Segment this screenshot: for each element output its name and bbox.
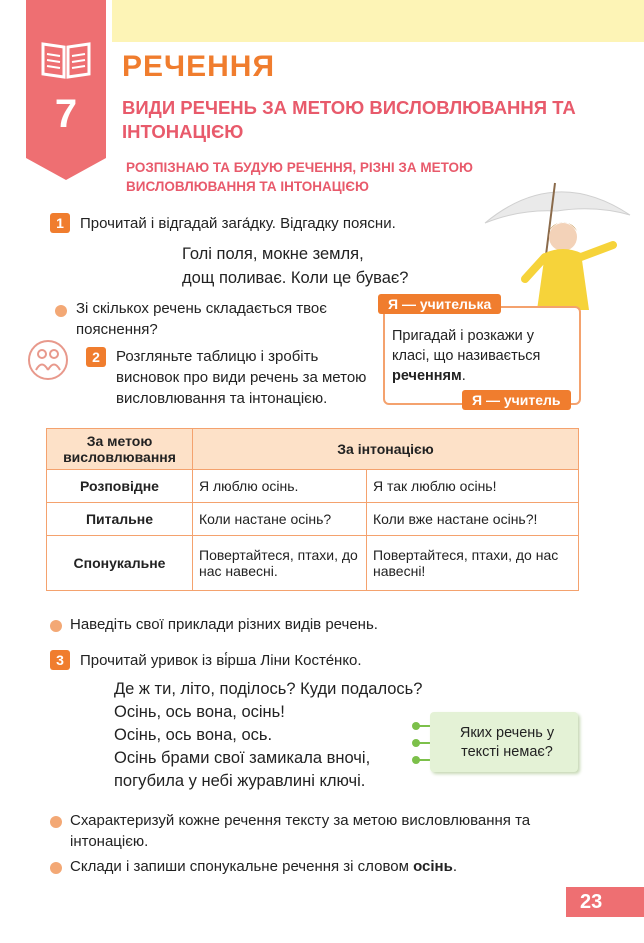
table-cell: Повертайтеся, птахи, до нас навесні.	[193, 536, 367, 591]
table-cell: Я так люблю осінь!	[367, 470, 579, 503]
riddle-line: Голі поля, мокне земля,	[182, 245, 364, 263]
top-band	[112, 0, 644, 42]
table-cell: Коли настане осінь?	[193, 503, 367, 536]
riddle-line: дощ поливає. Коли це буває?	[182, 269, 409, 287]
note-text-bold: реченням	[392, 368, 462, 384]
table-cell: Повертайтеся, птахи, до нас навесні!	[367, 536, 579, 591]
task-3-number: 3	[50, 650, 70, 670]
girl-with-umbrella-illustration	[475, 175, 635, 310]
final-task-b-end: .	[452, 858, 458, 875]
table-header-intonation: За інтонацією	[193, 429, 579, 470]
teacher-tag-male: Я — учитель	[462, 390, 571, 410]
page-title: РЕЧЕННЯ	[122, 50, 276, 83]
final-task-b-start: Склади і запиши спонукальне речення зі словом	[70, 858, 414, 875]
table-row	[47, 503, 579, 536]
final-task-b	[70, 856, 580, 877]
side-question-text: Яких речень у тексті немає?	[459, 725, 555, 760]
table-cell: Я люблю осінь.	[193, 470, 367, 503]
sentence-types-table	[46, 428, 579, 591]
table-header-purpose: За метою висловлювання	[47, 429, 193, 470]
poem-line: Де ж ти, літо, поділось? Куди подалось?	[114, 680, 423, 698]
table-row-type: Розповідне	[47, 470, 193, 503]
lesson-goal: РОЗПІЗНАЮ ТА БУДУЮ РЕЧЕННЯ, РІЗНІ ЗА МЕТОЮ ВИСЛОВЛЮВАННЯ ТА ІНТОНАЦІЄЮ	[126, 160, 473, 194]
table-row	[47, 470, 579, 503]
poem	[114, 678, 422, 793]
final-task-a: Схарактеризуй кожне речення тексту за метою висловлювання та інтонацією.	[70, 812, 531, 850]
bullet-dot	[55, 305, 67, 317]
teacher-note-text	[392, 326, 574, 386]
task-1-question: Зі скількох речень складається твоє пояснення?	[76, 300, 327, 338]
task-3-text: Прочитай уривок із ві́рша Ліни Косте́нко.	[80, 652, 362, 669]
pair-work-icon	[28, 340, 68, 380]
lesson-number: 7	[54, 92, 78, 136]
poem-line: Осінь, ось вона, осінь!	[114, 703, 285, 721]
final-task-b-bold: осінь	[413, 858, 453, 875]
bullet-dot	[50, 816, 62, 828]
bullet-dot	[50, 620, 62, 632]
task-1-number: 1	[50, 213, 70, 233]
teacher-tag-female: Я — учителька	[378, 294, 501, 314]
poem-line: Осінь, ось вона, ось.	[114, 726, 273, 744]
poem-line: Осінь брами свої замикала вночі,	[114, 749, 371, 767]
examples-prompt: Наведіть свої приклади різних видів речень.	[70, 616, 378, 633]
riddle	[182, 242, 408, 290]
table-row	[47, 536, 579, 591]
table-cell: Коли вже настане осінь?!	[367, 503, 579, 536]
book-icon	[40, 40, 92, 80]
note-text-start: Пригадай і розкажи у класі, що називається	[392, 328, 541, 364]
lesson-subtitle: ВИДИ РЕЧЕНЬ ЗА МЕТОЮ ВИСЛОВЛЮВАННЯ ТА ІНТОНАЦІЄЮ	[122, 97, 576, 142]
bullet-dot	[50, 862, 62, 874]
task-2-text: Розгляньте таблицю і зробіть висновок про види речень за метою висловлювання та інтонацією.	[116, 348, 367, 407]
task-1-text: Прочитай і відгадай зага́дку. Відгадку поясни.	[80, 215, 396, 232]
table-row-type: Спонукальне	[47, 536, 193, 591]
poem-line: погубила у небі журавлині ключі.	[114, 772, 366, 790]
note-text-end: .	[461, 368, 466, 384]
table-row-type: Питальне	[47, 503, 193, 536]
task-2-number: 2	[86, 347, 106, 367]
page-number: 23	[566, 887, 644, 917]
